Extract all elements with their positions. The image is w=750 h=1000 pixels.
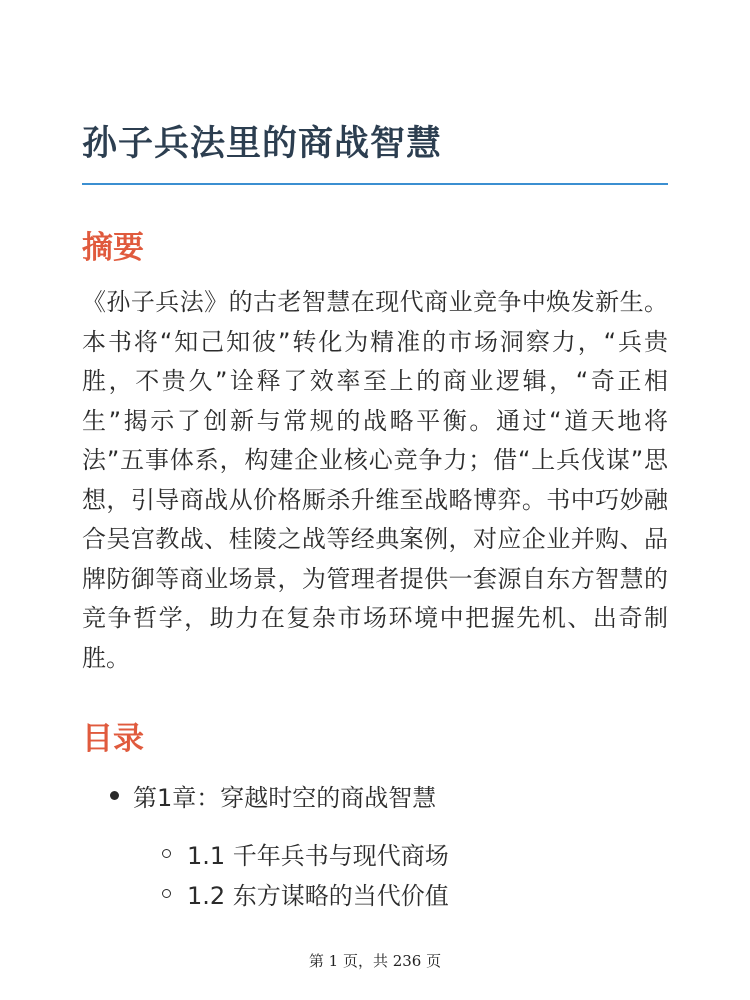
bullet-circle-icon [162,849,171,858]
bullet-circle-icon [162,889,171,898]
toc-section-label: 1.1 千年兵书与现代商场 [187,842,449,870]
page-number-footer: 第 1 页，共 236 页 [308,952,442,970]
page-title: 孙子兵法里的商战智慧 [82,124,443,164]
bullet-disc-icon [110,791,119,800]
toc-section-1-2[interactable] [162,876,449,911]
title-divider [82,183,668,185]
toc-section-1-1[interactable] [162,836,449,871]
toc-section-label: 1.2 东方谋略的当代价值 [187,882,449,910]
abstract-heading: 摘要 [82,230,144,266]
abstract-text: 《孙子兵法》的古老智慧在现代商业竞争中焕发新生。本书将“知己知彼”转化为精准的市场洞察力，“兵贵胜，不贵久”诠释了效率至上的商业逻辑，“奇正相生”揭示了创新与常规的战略平衡。通过“道天地将法”五事体系，构建企业核心竞争力；借“上兵伐谋”思想，引导商战从价格厮杀升维至战略博弈。书中巧妙融合吴宫教战、桂陵之战等经典案例，对应企业并购、品牌防御等商业场景，为管理者提供一套源自东方智慧的竞争哲学，助力在复杂市场环境中把握先机、出奇制胜。 [82,288,668,672]
toc-chapter-1[interactable] [110,778,436,813]
toc-heading: 目录 [82,721,144,757]
toc-chapter-label: 第1章：穿越时空的商战智慧 [133,784,437,812]
